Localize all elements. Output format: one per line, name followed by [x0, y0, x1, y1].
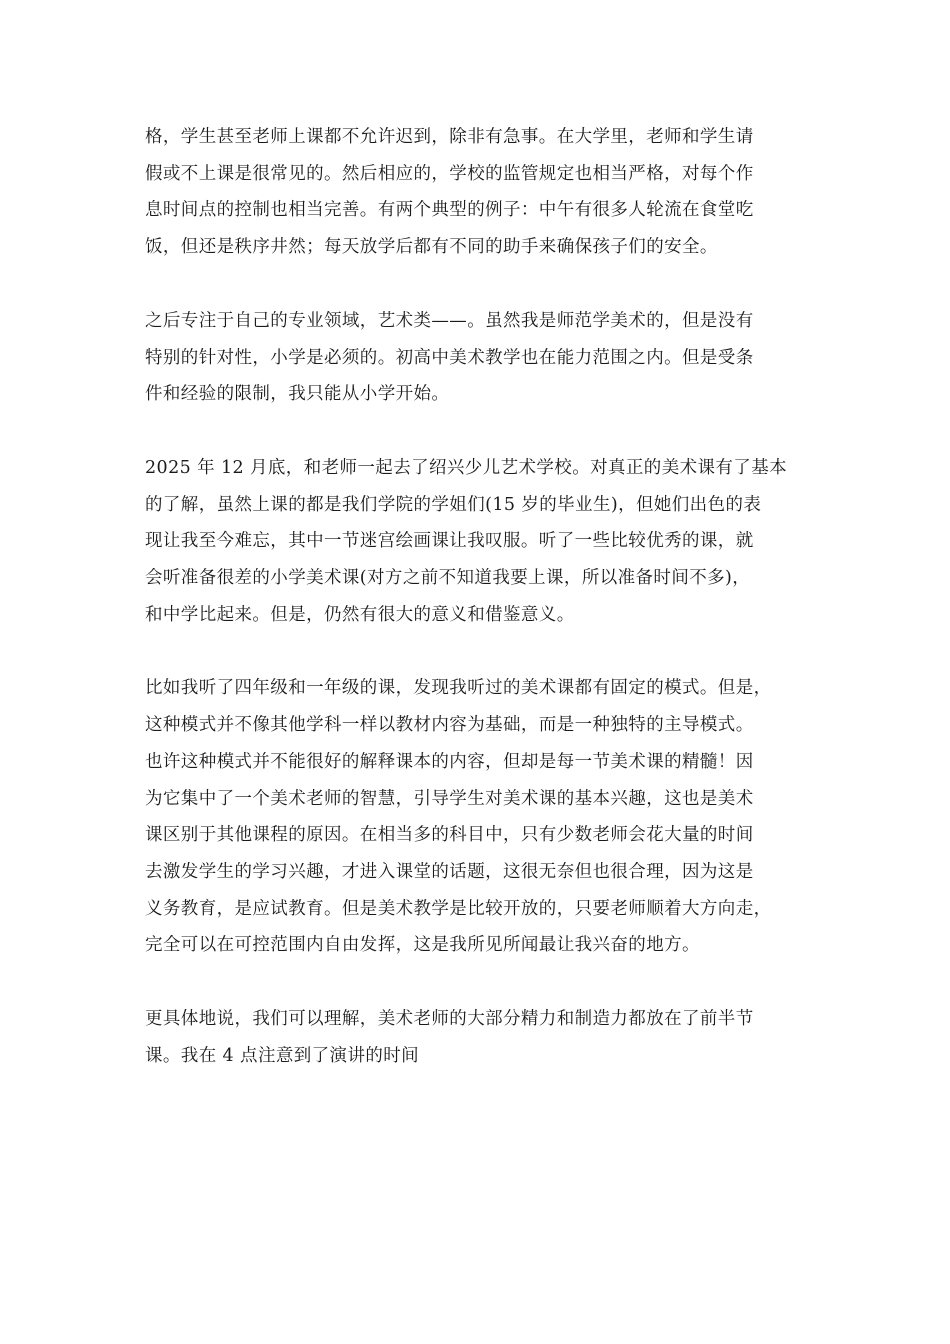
text-line: 2025 年 12 月底，和老师一起去了绍兴少儿艺术学校。对真正的美术课有了基本	[145, 457, 787, 478]
text-line: 课区别于其他课程的原因。在相当多的科目中，只有少数老师会花大量的时间	[145, 825, 754, 846]
text-line: 假或不上课是很常见的。然后相应的，学校的监管规定也相当严格，对每个作	[145, 163, 754, 184]
document-body	[145, 119, 805, 1111]
text-line: 去激发学生的学习兴趣，才进入课堂的话题，这很无奈但也很合理，因为这是	[145, 861, 754, 882]
text-line: 更具体地说，我们可以理解，美术老师的大部分精力和制造力都放在了前半节	[145, 1009, 754, 1030]
text-line: 比如我听了四年级和一年级的课，发现我听过的美术课都有固定的模式。但是，	[145, 678, 772, 699]
text-line: 格，学生甚至老师上课都不允许迟到，除非有急事。在大学里，老师和学生请	[145, 127, 754, 147]
paragraph-1	[145, 119, 805, 266]
text-line: 特别的针对性，小学是必须的。初高中美术教学也在能力范围之内。但是受条	[145, 347, 754, 368]
text-line: 之后专注于自己的专业领域，艺术类——。虽然我是师范学美术的，但是没有	[145, 310, 754, 331]
text-line: 会听准备很差的小学美术课(对方之前不知道我要上课，所以准备时间不多)，	[145, 568, 751, 589]
text-line: 也许这种模式并不能很好的解释课本的内容，但却是每一节美术课的精髓！因	[145, 751, 754, 772]
paragraph-2	[145, 303, 805, 413]
text-line: 息时间点的控制也相当完善。有两个典型的例子：中午有很多人轮流在食堂吃	[145, 200, 754, 221]
paragraph-3	[145, 450, 805, 634]
text-line: 为它集中了一个美术老师的智慧，引导学生对美术课的基本兴趣，这也是美术	[145, 788, 754, 809]
text-line: 这种模式并不像其他学科一样以教材内容为基础，而是一种独特的主导模式。	[145, 715, 754, 736]
text-line: 件和经验的限制，我只能从小学开始。	[145, 384, 450, 405]
text-line: 的了解，虽然上课的都是我们学院的学姐们(15 岁的毕业生)，但她们出色的表	[145, 494, 762, 515]
paragraph-5	[145, 1001, 805, 1074]
text-line: 课。我在 4 点注意到了演讲的时间	[145, 1045, 420, 1066]
paragraph-4	[145, 670, 805, 964]
text-line: 饭，但还是秩序井然；每天放学后都有不同的助手来确保孩子们的安全。	[145, 237, 718, 258]
text-line: 完全可以在可控范围内自由发挥，这是我所见所闻最让我兴奋的地方。	[145, 935, 700, 956]
text-line: 义务教育，是应试教育。但是美术教学是比较开放的，只要老师顺着大方向走，	[145, 898, 772, 919]
text-line: 现让我至今难忘，其中一节迷宫绘画课让我叹服。听了一些比较优秀的课，就	[145, 531, 754, 552]
text-line: 和中学比起来。但是，仍然有很大的意义和借鉴意义。	[145, 604, 575, 625]
